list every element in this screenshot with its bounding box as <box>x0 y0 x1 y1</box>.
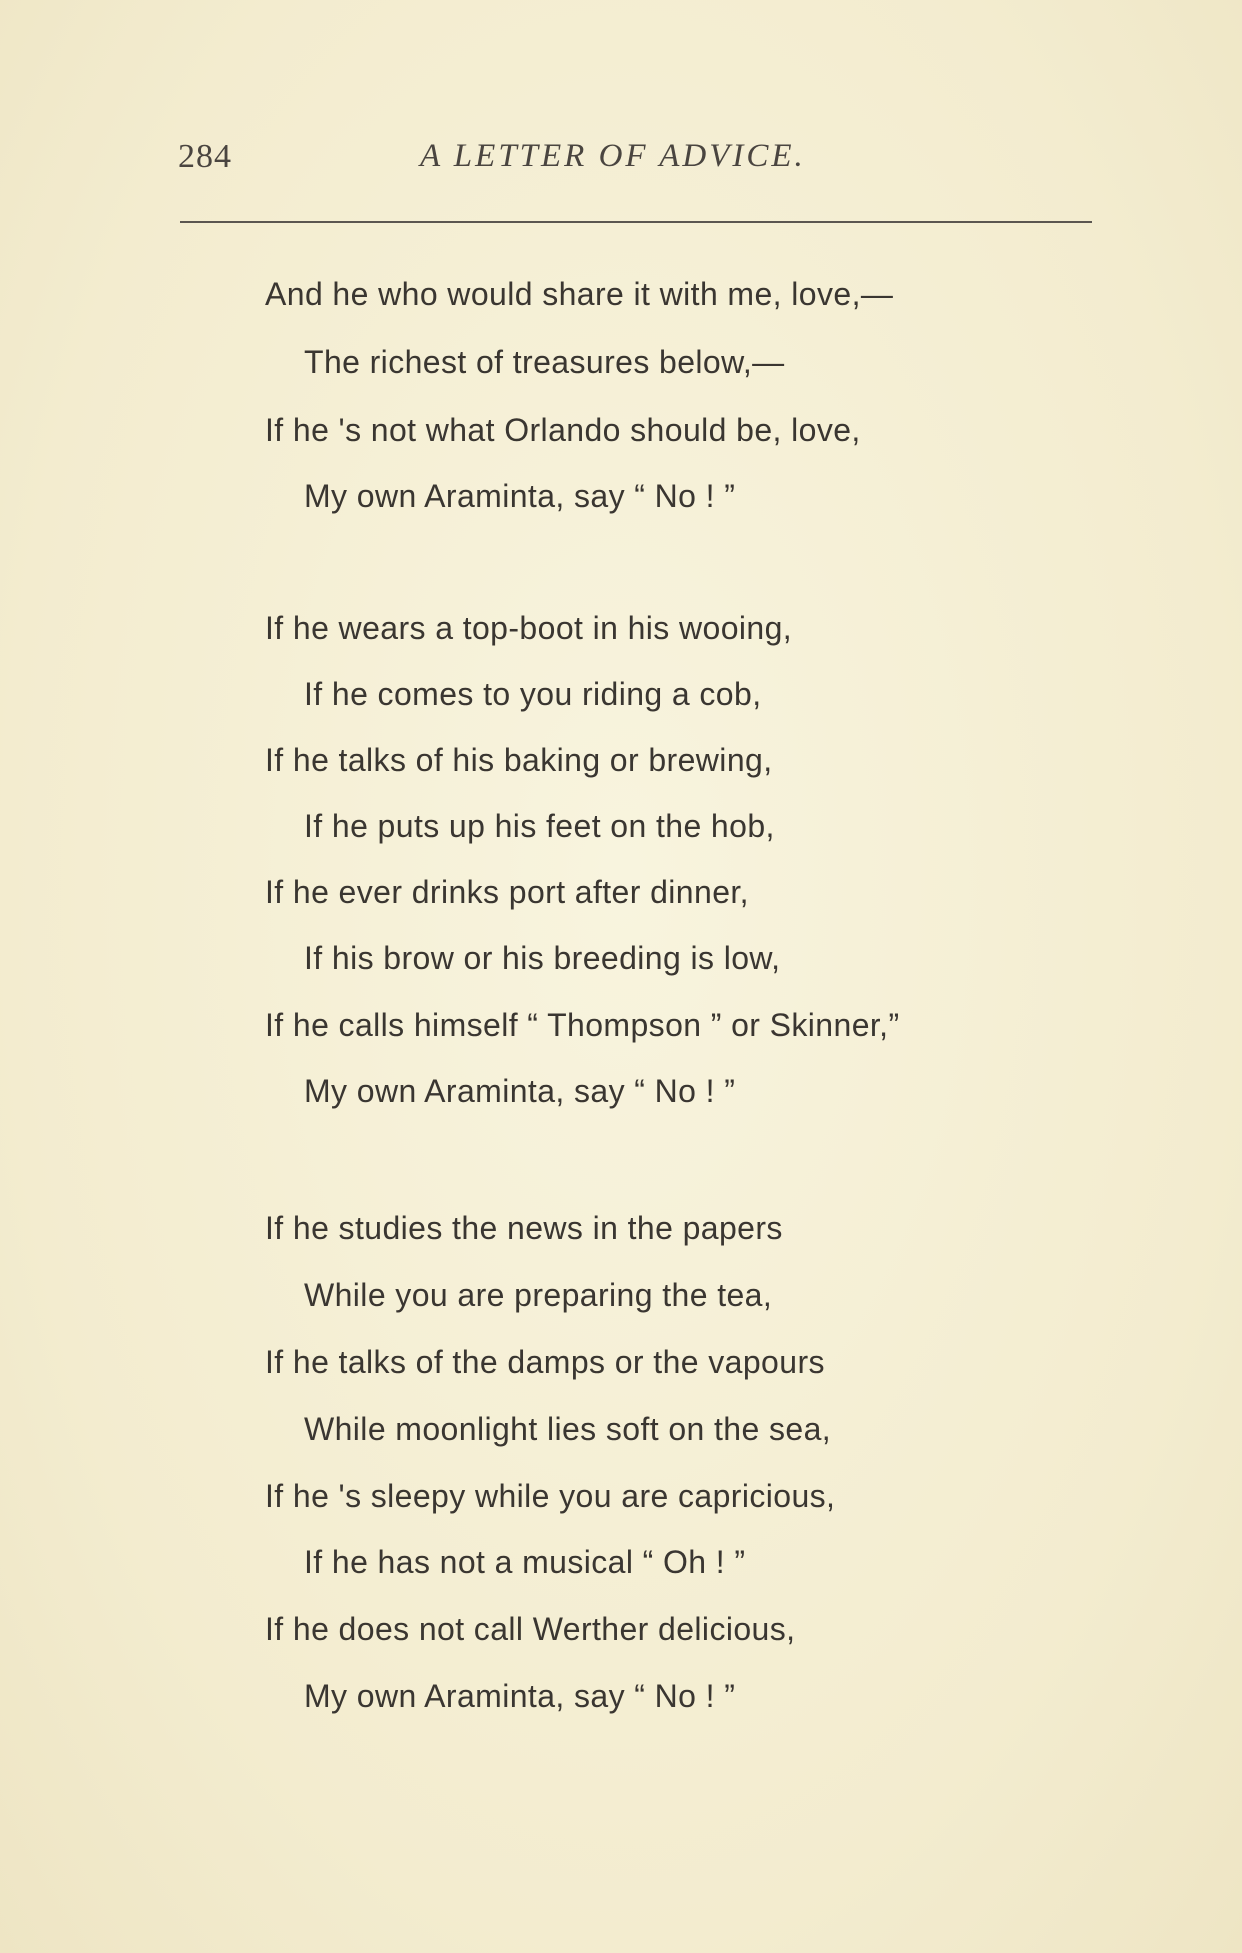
poem-line: If he studies the news in the papers <box>265 1210 783 1246</box>
poem-line: The richest of treasures below,— <box>304 344 785 380</box>
poem-line: My own Araminta, say “ No ! ” <box>304 1073 736 1109</box>
poem-line: If he wears a top-boot in his wooing, <box>265 610 793 646</box>
poem-line: If he comes to you riding a cob, <box>304 676 762 712</box>
poem-line: If he calls himself “ Thompson ” or Skinner,” <box>265 1007 900 1043</box>
page-number: 284 <box>178 138 232 175</box>
poem-line: And he who would share it with me, love,— <box>265 276 894 312</box>
running-head <box>0 138 1242 188</box>
poem-line: My own Araminta, say “ No ! ” <box>304 1678 736 1714</box>
poem-line: If he 's not what Orlando should be, love, <box>265 412 861 448</box>
poem-line: If he 's sleepy while you are capricious, <box>265 1478 836 1514</box>
poem-line: If he ever drinks port after dinner, <box>265 874 749 910</box>
header-rule <box>180 221 1092 223</box>
poem-line: If he talks of his baking or brewing, <box>265 742 773 778</box>
poem-line: My own Araminta, say “ No ! ” <box>304 478 736 514</box>
poem-line: If he talks of the damps or the vapours <box>265 1344 825 1380</box>
poem-line: If his brow or his breeding is low, <box>304 940 781 976</box>
poem-line: If he puts up his feet on the hob, <box>304 808 775 844</box>
poem-line: If he does not call Werther delicious, <box>265 1611 796 1647</box>
poem-line: While moonlight lies soft on the sea, <box>304 1411 832 1447</box>
poem-line: While you are preparing the tea, <box>304 1277 773 1313</box>
running-title: A LETTER OF ADVICE. <box>420 138 806 174</box>
poem-line: If he has not a musical “ Oh ! ” <box>304 1544 746 1580</box>
